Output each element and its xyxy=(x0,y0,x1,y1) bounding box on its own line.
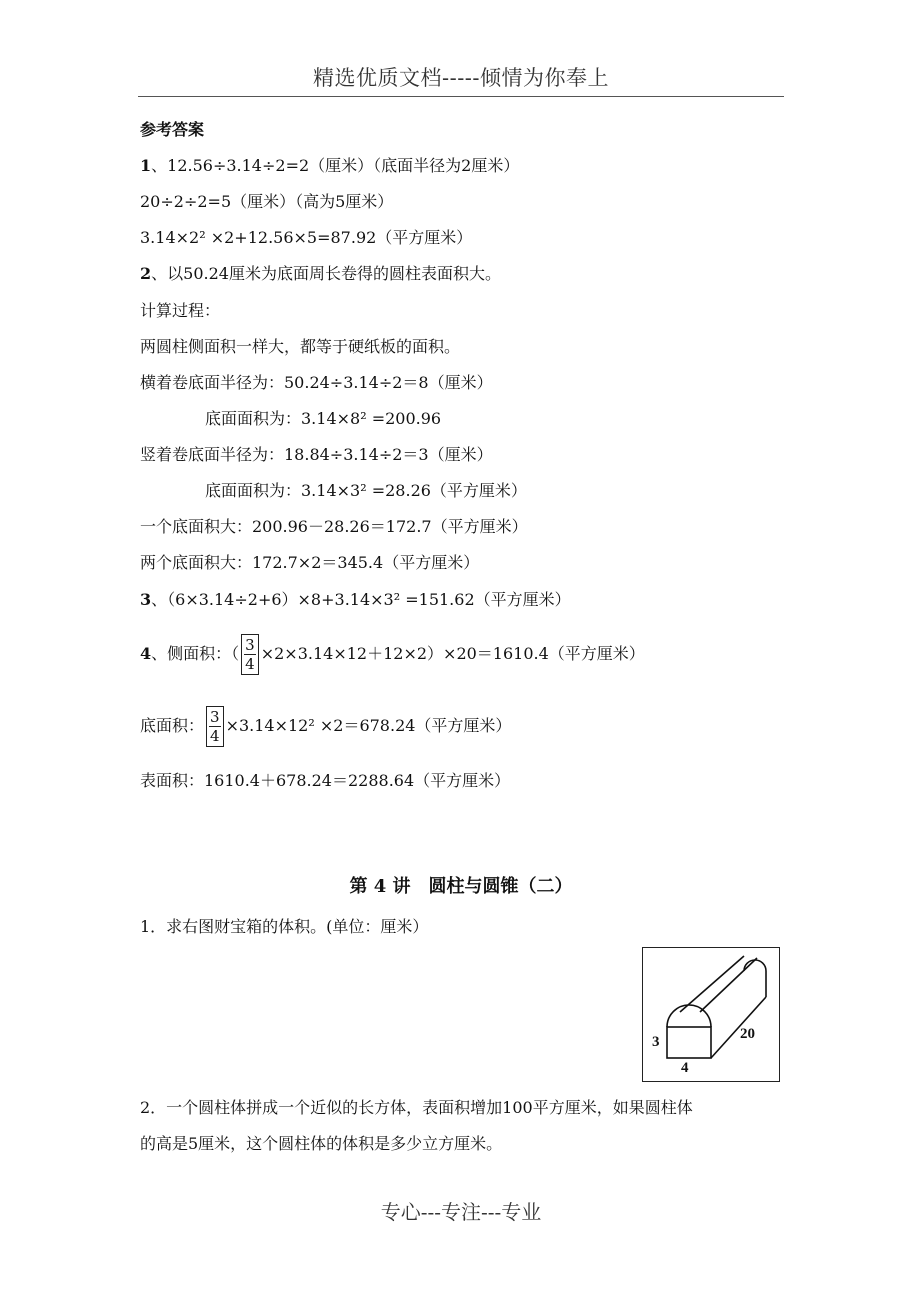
treasure-chest-diagram xyxy=(643,948,781,1083)
fraction-three-quarters xyxy=(241,634,259,675)
top-edge-left xyxy=(680,956,744,1012)
problem-1: 1．求右图财宝箱的体积。(单位：厘米） xyxy=(140,917,429,936)
answer-2-line-7: 底面面积为：3.14×3² =28.26（平方厘米） xyxy=(205,481,527,500)
answer-4-base-rest: ×3.14×12² ×2＝678.24（平方厘米） xyxy=(225,716,512,735)
answer-1-text: 、12.56÷3.14÷2=2（厘米）（底面半径为2厘米） xyxy=(151,156,520,175)
answer-1-line-3: 3.14×2² ×2+12.56×5=87.92（平方厘米） xyxy=(140,228,473,247)
answer-2-line-1 xyxy=(140,263,501,285)
answer-4-number: 4 xyxy=(140,644,152,663)
answer-1-line-2: 20÷2÷2=5（厘米）（高为5厘米） xyxy=(140,192,394,211)
answer-2-line-6: 竖着卷底面半径为：18.84÷3.14÷2＝3（厘米） xyxy=(140,445,493,464)
answer-2-text: 、以50.24厘米为底面周长卷得的圆柱表面积大。 xyxy=(151,264,501,283)
fraction-numerator: 3 xyxy=(245,636,255,654)
answer-4-base-prefix: 底面积： xyxy=(140,716,205,735)
answer-2-line-3: 两圆柱侧面积一样大，都等于硬纸板的面积。 xyxy=(140,337,461,356)
header-divider xyxy=(138,96,784,97)
page-header: 精选优质文档-----倾情为你奉上 xyxy=(313,66,609,90)
answer-1-number: 1 xyxy=(140,156,152,175)
fraction-three-quarters xyxy=(206,706,224,747)
answer-3-number: 3 xyxy=(140,590,152,609)
front-rectangle xyxy=(667,1027,711,1058)
answer-4-prefix: 、侧面积：（ xyxy=(151,644,240,663)
bottom-edge xyxy=(711,997,766,1058)
page-footer: 专心---专注---专业 xyxy=(380,1200,542,1224)
answer-4-base-area xyxy=(140,702,511,750)
answer-2-line-8: 一个底面积大：200.96－28.26＝172.7（平方厘米） xyxy=(140,517,528,536)
length-label: 20 xyxy=(740,1026,755,1042)
fraction-denominator: 4 xyxy=(210,727,220,745)
lecture-title: 第 4 讲 圆柱与圆锥（二） xyxy=(349,876,573,897)
problem-2-line-2: 的高是5厘米，这个圆柱体的体积是多少立方厘米。 xyxy=(140,1134,503,1153)
height-label: 3 xyxy=(652,1034,660,1050)
answer-2-line-2: 计算过程： xyxy=(140,301,221,320)
answer-1-line-1 xyxy=(140,155,519,177)
back-arc xyxy=(744,960,766,971)
fraction-numerator: 3 xyxy=(210,708,220,726)
answer-2-line-5: 底面面积为：3.14×8² =200.96 xyxy=(205,409,442,428)
answer-4-side-rest: ×2×3.14×12＋12×2）×20＝1610.4（平方厘米） xyxy=(260,644,645,663)
answer-2-line-4: 横着卷底面半径为：50.24÷3.14÷2＝8（厘米） xyxy=(140,373,493,392)
top-edge-right xyxy=(700,958,757,1012)
answer-4-side-area xyxy=(140,630,645,678)
answers-title: 参考答案 xyxy=(140,120,205,139)
answer-3-text: 、（6×3.14÷2+6）×8+3.14×3² =151.62（平方厘米） xyxy=(151,590,571,609)
treasure-chest-figure xyxy=(642,947,780,1082)
problem-2-line-1: 2．一个圆柱体拼成一个近似的长方体，表面积增加100平方厘米，如果圆柱体 xyxy=(140,1098,693,1117)
answer-4-total-area: 表面积：1610.4＋678.24＝2288.64（平方厘米） xyxy=(140,771,511,790)
answer-3-line-1 xyxy=(140,589,571,611)
answer-2-number: 2 xyxy=(140,264,152,283)
width-label: 4 xyxy=(681,1060,689,1076)
fraction-denominator: 4 xyxy=(245,655,255,673)
answer-2-line-9: 两个底面积大：172.7×2＝345.4（平方厘米） xyxy=(140,553,480,572)
